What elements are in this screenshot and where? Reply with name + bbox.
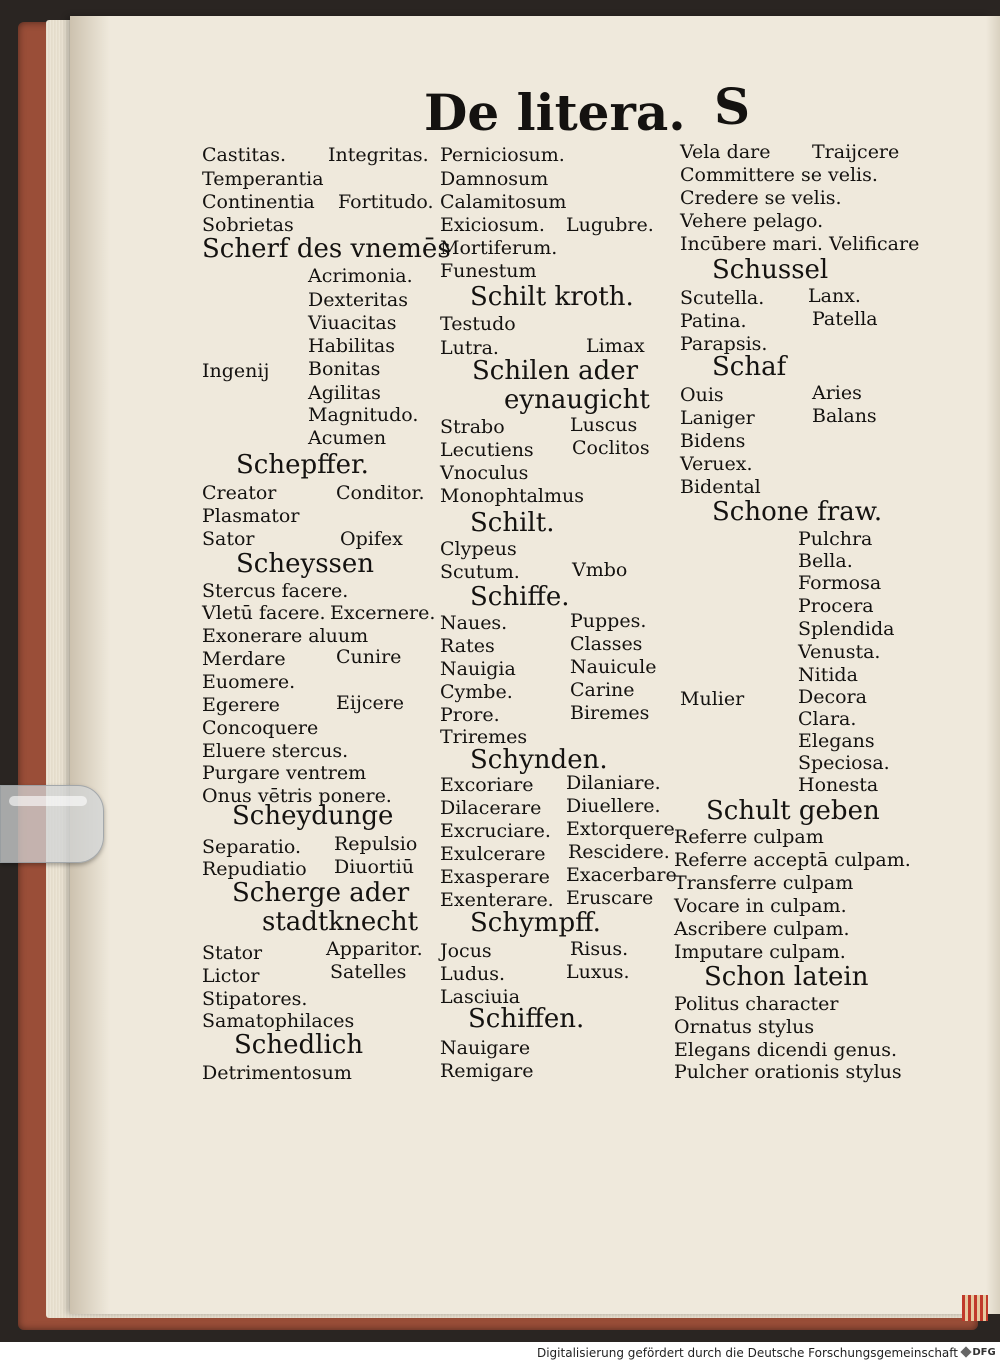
dictionary-entry: Exulcerare xyxy=(440,843,546,865)
dictionary-entry: Nauigare xyxy=(440,1037,531,1059)
dictionary-entry: Honesta xyxy=(798,774,879,796)
dictionary-entry: Vnoculus xyxy=(440,462,529,484)
dictionary-entry: Puppes. xyxy=(570,610,647,632)
dictionary-entry: Naues. xyxy=(440,612,508,634)
dictionary-entry: Stercus facere. xyxy=(202,580,349,602)
section-heading: stadtknecht xyxy=(262,907,419,937)
dictionary-entry: Speciosa. xyxy=(798,752,890,774)
section-heading: Schilt kroth. xyxy=(470,282,634,312)
dictionary-entry: Diuortiū xyxy=(334,856,415,878)
dictionary-entry: Merdare xyxy=(202,648,286,670)
dictionary-entry: Bella. xyxy=(798,550,853,572)
dictionary-entry: Testudo xyxy=(440,313,516,335)
dictionary-entry: Exacerbare xyxy=(566,864,677,886)
dictionary-entry: Vletū facere. xyxy=(202,602,326,624)
dictionary-entry: Prore. xyxy=(440,704,500,726)
dictionary-entry: Traijcere xyxy=(812,141,900,163)
page-letter: S xyxy=(714,77,751,136)
dictionary-entry: Imputare culpam. xyxy=(674,941,846,963)
dictionary-entry: Committere se velis. xyxy=(680,164,878,186)
dictionary-entry: Nitida xyxy=(798,664,858,686)
dictionary-entry: Exenterare. xyxy=(440,889,554,911)
dictionary-entry: Exonerare aluum xyxy=(202,625,369,647)
dictionary-entry: Conditor. xyxy=(336,482,425,504)
dictionary-entry: Lugubre. xyxy=(566,214,654,236)
footer-bar xyxy=(0,1342,1000,1364)
dictionary-entry: Egerere xyxy=(202,694,280,716)
dictionary-entry: Mortiferum. xyxy=(440,237,558,259)
dictionary-entry: Apparitor. xyxy=(326,938,423,960)
section-heading: Schiffe. xyxy=(470,582,570,612)
dictionary-entry: Mulier xyxy=(680,688,745,710)
dictionary-entry: Concoquere xyxy=(202,717,319,739)
section-heading: Schedlich xyxy=(234,1030,364,1060)
dictionary-entry: Lutra. xyxy=(440,337,499,359)
dictionary-entry: Lecutiens xyxy=(440,439,534,461)
dictionary-entry: Scutella. xyxy=(680,287,765,309)
dictionary-entry: Classes xyxy=(570,633,643,655)
dictionary-entry: Samatophilaces xyxy=(202,1010,355,1032)
dictionary-entry: Funestum xyxy=(440,260,537,282)
dictionary-entry: Diuellere. xyxy=(566,795,661,817)
dictionary-entry: Strabo xyxy=(440,416,505,438)
dictionary-entry: Laniger xyxy=(680,407,755,429)
dictionary-entry: Dexteritas xyxy=(308,289,408,311)
dictionary-entry: Fortitudo. xyxy=(338,191,434,213)
dictionary-entry: Exiciosum. xyxy=(440,214,545,236)
dictionary-entry: Perniciosum. xyxy=(440,144,565,166)
dictionary-entry: Temperantia xyxy=(202,168,324,190)
page-gutter-shadow xyxy=(70,16,110,1314)
dictionary-entry: Separatio. xyxy=(202,836,302,858)
dictionary-entry: Repulsio xyxy=(334,833,418,855)
dictionary-entry: Excruciare. xyxy=(440,820,551,842)
dictionary-entry: Repudiatio xyxy=(202,858,307,880)
section-heading: Schon latein xyxy=(704,962,869,992)
dictionary-entry: Stator xyxy=(202,942,263,964)
dictionary-entry: Rescidere. xyxy=(568,841,670,863)
dictionary-entry: Cymbe. xyxy=(440,681,513,703)
dictionary-entry: Habilitas xyxy=(308,335,396,357)
dictionary-entry: Triremes xyxy=(440,726,528,748)
dictionary-entry: Acumen xyxy=(308,427,387,449)
dictionary-entry: Referre acceptā culpam. xyxy=(674,849,911,871)
section-heading: Schone fraw. xyxy=(712,497,883,527)
dictionary-entry: Formosa xyxy=(798,572,882,594)
section-heading: Schussel xyxy=(712,255,829,285)
bookmark-ribbon xyxy=(962,1295,988,1321)
section-heading: Schilen ader xyxy=(472,356,639,386)
dfg-logo-text: DFG xyxy=(972,1347,996,1358)
dictionary-entry: Splendida xyxy=(798,618,895,640)
dictionary-entry: Nauicule xyxy=(570,656,657,678)
section-heading: Schiffen. xyxy=(468,1004,585,1034)
dfg-logo-mark xyxy=(961,1346,972,1357)
dictionary-entry: Calamitosum xyxy=(440,191,567,213)
dictionary-entry: Damnosum xyxy=(440,168,549,190)
dictionary-entry: Ouis xyxy=(680,384,724,406)
dictionary-entry: Lictor xyxy=(202,965,260,987)
page-clip xyxy=(0,785,104,863)
dictionary-entry: Procera xyxy=(798,595,874,617)
dictionary-entry: Ingenij xyxy=(202,360,270,382)
section-heading: Schynden. xyxy=(470,745,608,775)
dictionary-entry: Bonitas xyxy=(308,358,381,380)
dictionary-entry: Nauigia xyxy=(440,658,516,680)
dictionary-entry: Detrimentosum xyxy=(202,1062,352,1084)
dictionary-entry: Eluere stercus. xyxy=(202,740,349,762)
dictionary-entry: Venusta. xyxy=(798,641,881,663)
dictionary-entry: Pulcher orationis stylus xyxy=(674,1061,902,1083)
dictionary-entry: Continentia xyxy=(202,191,315,213)
dictionary-entry: Balans xyxy=(812,405,877,427)
section-heading: Scherf des vnemēs xyxy=(202,234,451,264)
section-heading: Schilt. xyxy=(470,508,555,538)
dictionary-entry: Lasciuia xyxy=(440,986,521,1008)
dictionary-entry: Ludus. xyxy=(440,963,506,985)
section-heading: Schepffer. xyxy=(236,450,369,480)
dictionary-entry: Patina. xyxy=(680,310,747,332)
dictionary-entry: Monophtalmus xyxy=(440,485,585,507)
dictionary-entry: Limax xyxy=(586,335,645,357)
dictionary-entry: Elegans dicendi genus. xyxy=(674,1039,898,1061)
dictionary-entry: Ornatus stylus xyxy=(674,1016,815,1038)
section-heading: eynaugicht xyxy=(504,385,650,415)
section-heading: Scheyssen xyxy=(236,549,375,579)
dictionary-entry: Vmbo xyxy=(572,559,628,581)
dictionary-entry: Patella xyxy=(812,308,878,330)
dictionary-entry: Sator xyxy=(202,528,255,550)
dictionary-entry: Satelles xyxy=(330,961,407,983)
dictionary-entry: Elegans xyxy=(798,730,875,752)
dictionary-entry: Politus character xyxy=(674,993,839,1015)
dictionary-entry: Plasmator xyxy=(202,505,300,527)
section-heading: Scheydunge xyxy=(232,801,394,831)
dictionary-entry: Castitas. xyxy=(202,144,287,166)
dictionary-entry: Carine xyxy=(570,679,635,701)
dictionary-entry: Credere se velis. xyxy=(680,187,842,209)
dictionary-entry: Magnitudo. xyxy=(308,404,419,426)
dictionary-entry: Remigare xyxy=(440,1060,534,1082)
dictionary-entry: Bidens xyxy=(680,430,746,452)
dictionary-entry: Decora xyxy=(798,686,867,708)
dictionary-entry: Parapsis. xyxy=(680,333,768,355)
dictionary-entry: Biremes xyxy=(570,702,650,724)
dictionary-entry: Clara. xyxy=(798,708,857,730)
dictionary-entry: Vocare in culpam. xyxy=(674,895,847,917)
dictionary-entry: Onus vētris ponere. xyxy=(202,785,392,807)
dictionary-entry: Luxus. xyxy=(566,961,630,983)
dictionary-entry: Coclitos xyxy=(572,437,650,459)
dictionary-entry: Creator xyxy=(202,482,277,504)
dictionary-entry: Stipatores. xyxy=(202,988,308,1010)
dictionary-entry: Agilitas xyxy=(308,382,381,404)
dictionary-entry: Extorquere xyxy=(566,818,675,840)
dictionary-entry: Sobrietas xyxy=(202,214,294,236)
dictionary-entry: Scutum. xyxy=(440,561,520,583)
dictionary-entry: Jocus xyxy=(440,940,492,962)
dictionary-entry: Vehere pelago. xyxy=(680,210,824,232)
dictionary-entry: Integritas. xyxy=(328,144,429,166)
dictionary-entry: Dilacerare xyxy=(440,797,542,819)
dictionary-entry: Eijcere xyxy=(336,692,405,714)
dictionary-entry: Exasperare xyxy=(440,866,550,888)
section-heading: Scherge ader xyxy=(232,878,410,908)
section-heading: Schympff. xyxy=(470,908,601,938)
dictionary-entry: Lanx. xyxy=(808,285,861,307)
dictionary-entry: Incūbere mari. Velificare xyxy=(680,233,920,255)
dictionary-entry: Transferre culpam xyxy=(674,872,854,894)
dictionary-entry: Excernere. xyxy=(330,602,436,624)
dictionary-entry: Excoriare xyxy=(440,774,534,796)
page-title: De litera. xyxy=(424,83,686,142)
dictionary-entry: Purgare ventrem xyxy=(202,762,367,784)
dictionary-entry: Euomere. xyxy=(202,671,296,693)
dictionary-entry: Pulchra xyxy=(798,528,873,550)
dictionary-entry: Viuacitas xyxy=(308,312,397,334)
section-heading: Schult geben xyxy=(706,796,880,826)
footer-credit: Digitalisierung gefördert durch die Deutsche Forschungsgemeinschaft xyxy=(536,1346,958,1360)
dictionary-entry: Risus. xyxy=(570,938,629,960)
section-heading: Schaf xyxy=(712,352,787,382)
dictionary-entry: Cunire xyxy=(336,646,402,668)
dictionary-entry: Referre culpam xyxy=(674,826,824,848)
dictionary-entry: Eruscare xyxy=(566,887,654,909)
dfg-logo xyxy=(962,1346,996,1360)
dictionary-entry: Clypeus xyxy=(440,538,517,560)
dictionary-entry: Rates xyxy=(440,635,495,657)
dictionary-entry: Acrimonia. xyxy=(308,265,413,287)
dictionary-entry: Aries xyxy=(812,382,862,404)
dictionary-entry: Dilaniare. xyxy=(566,772,661,794)
dictionary-entry: Ascribere culpam. xyxy=(674,918,850,940)
dictionary-entry: Veruex. xyxy=(680,453,753,475)
page-right-edge xyxy=(986,16,1000,1314)
dictionary-entry: Luscus xyxy=(570,414,638,436)
dictionary-entry: Bidental xyxy=(680,476,761,498)
dictionary-entry: Opifex xyxy=(340,528,403,550)
dictionary-entry: Vela dare xyxy=(680,141,771,163)
